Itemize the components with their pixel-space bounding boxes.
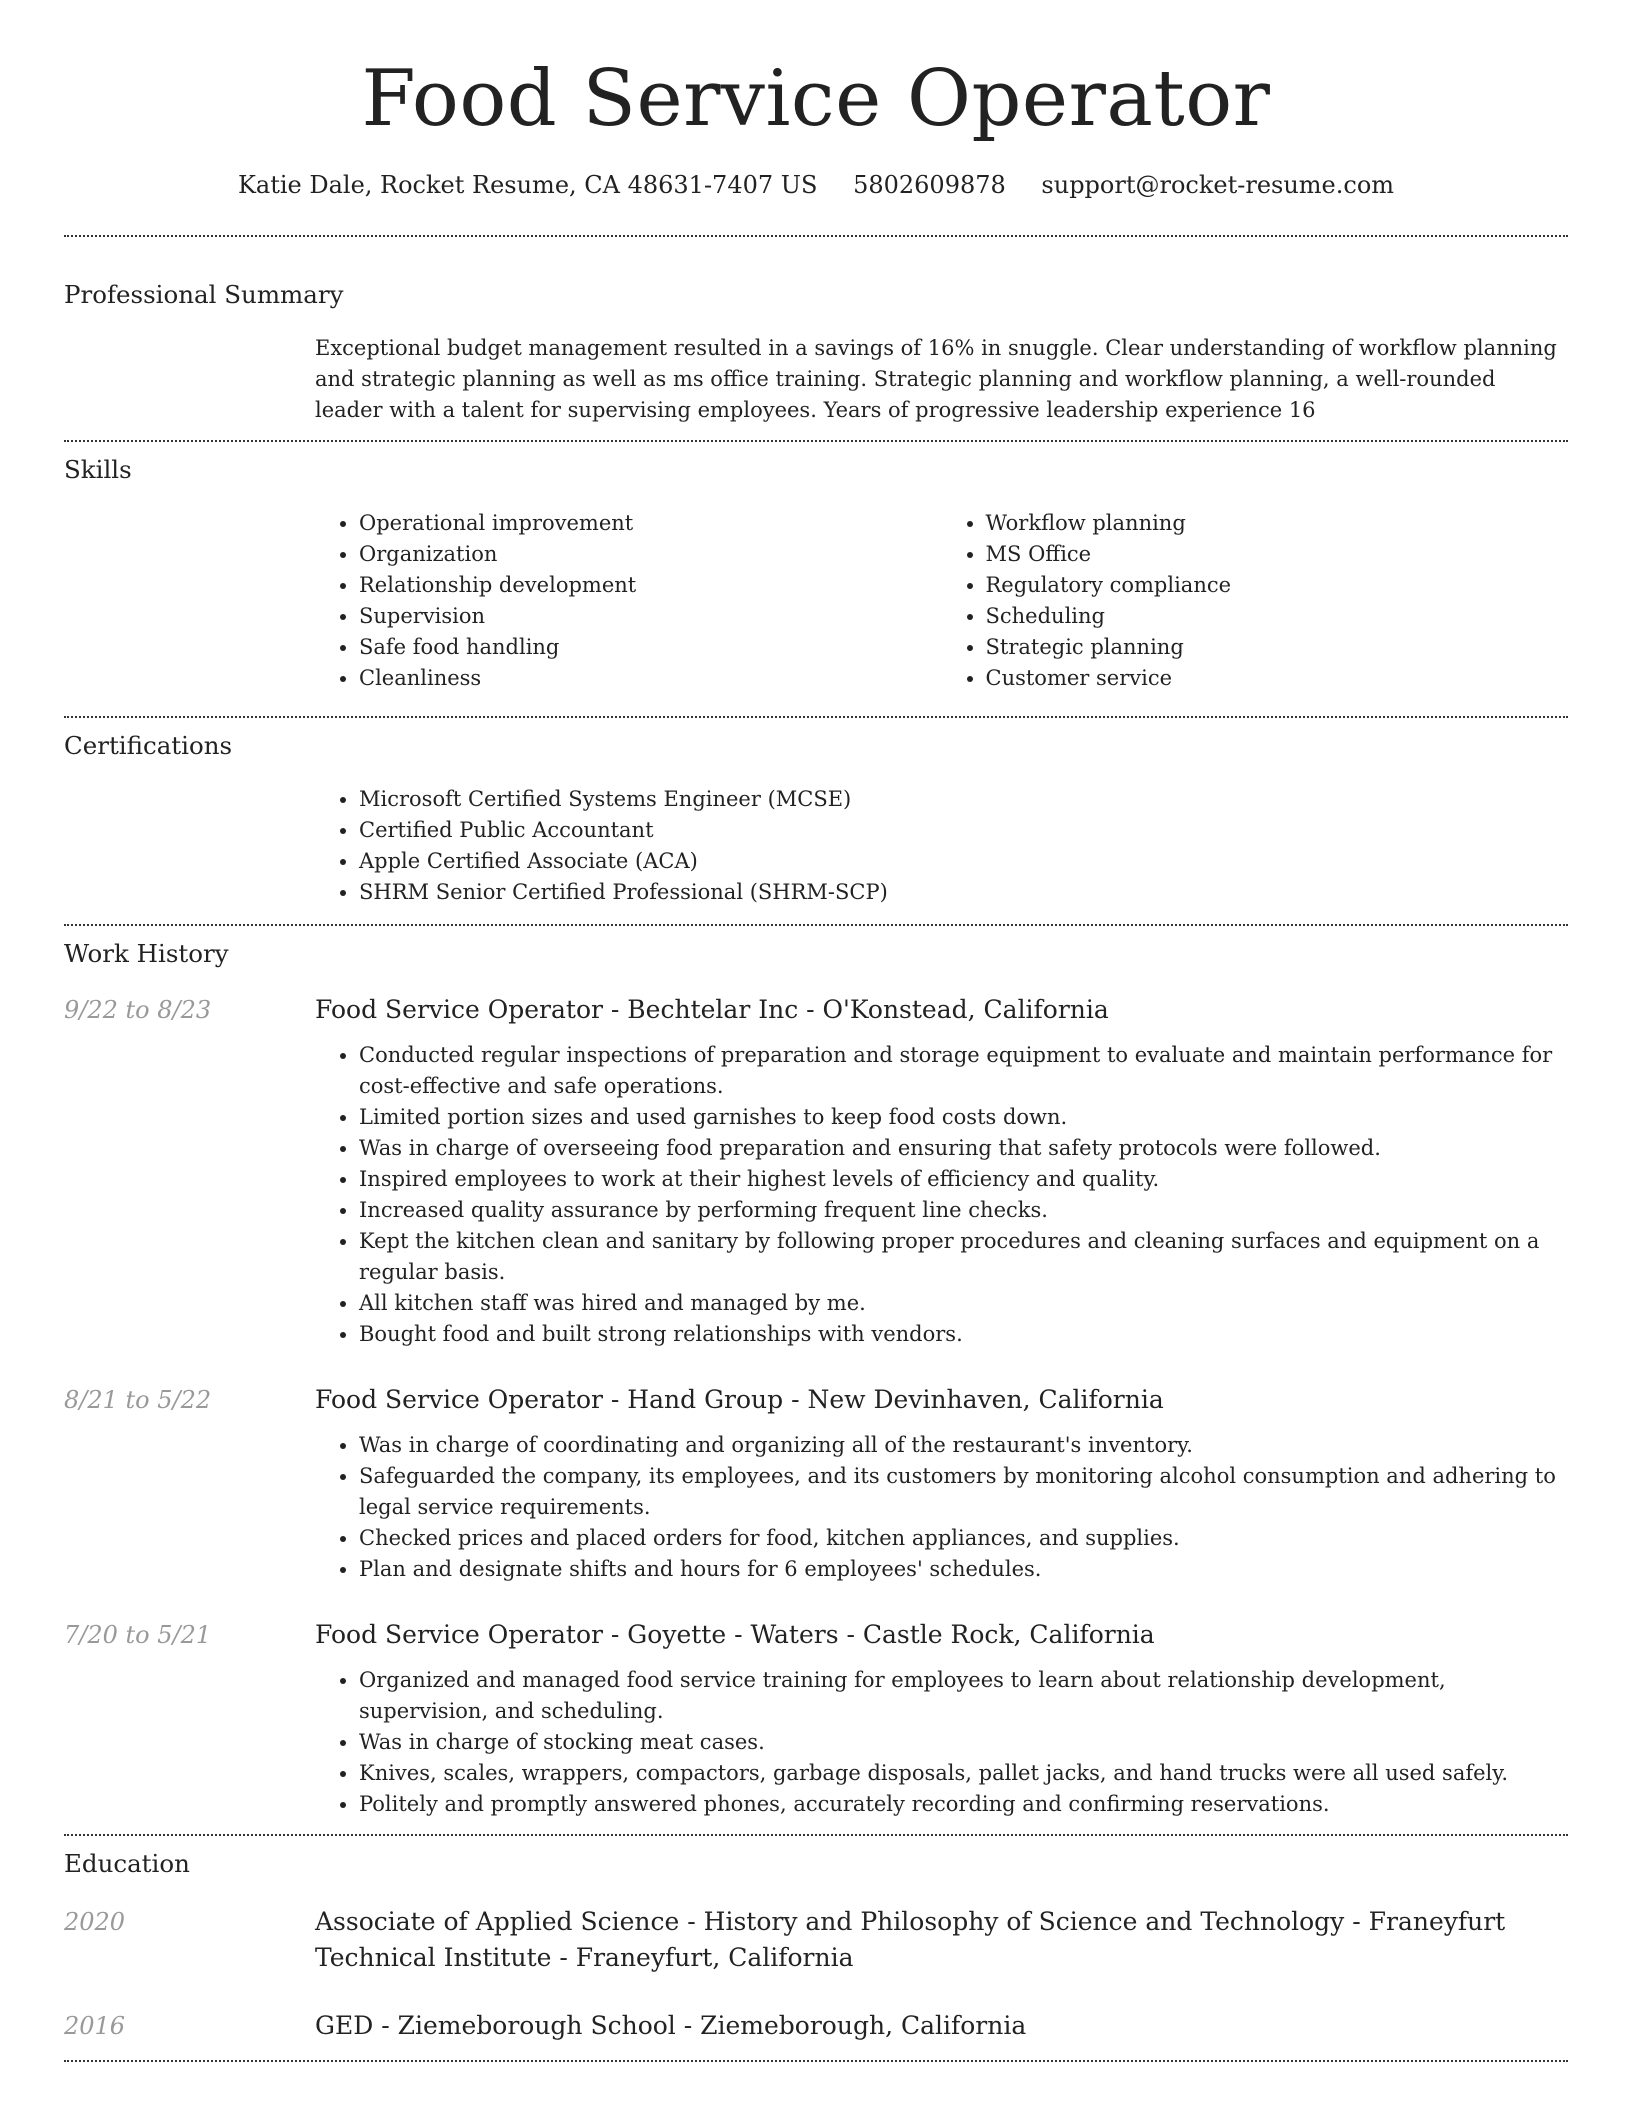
skill-item: • Customer service (986, 663, 1569, 694)
job-bullet: • Bought food and built strong relationships with vendors. (359, 1319, 1568, 1350)
job-bullet: • Limited portion sizes and used garnishes to keep food costs down. (359, 1102, 1568, 1133)
contact-phone: 5802609878 (853, 171, 1006, 199)
contact-address: Katie Dale, Rocket Resume, CA 48631-7407 US (237, 171, 818, 199)
certification-item: • Microsoft Certified Systems Engineer (MCSE) (359, 784, 1568, 815)
resume-title: Food Service Operator (361, 54, 1271, 144)
resume-page (64, 0, 1568, 2062)
job-entry (64, 1617, 1568, 1653)
skill-item: • Supervision (359, 601, 942, 632)
divider (64, 716, 1568, 718)
divider (64, 440, 1568, 442)
skill-item: • Relationship development (359, 570, 942, 601)
skill-item: • Cleanliness (359, 663, 942, 694)
skill-item: • Organization (359, 539, 942, 570)
skills-heading: Skills (64, 455, 132, 484)
job-entry (64, 992, 1568, 1028)
job-bullet: • Increased quality assurance by performing frequent line checks. (359, 1195, 1568, 1226)
education-entry (64, 2008, 1568, 2044)
job-bullet: • Was in charge of overseeing food preparation and ensuring that safety protocols were followed. (359, 1133, 1568, 1164)
certification-item: • Apple Certified Associate (ACA) (359, 846, 1568, 877)
job-bullet: • Was in charge of coordinating and organizing all of the restaurant's inventory. (359, 1430, 1568, 1461)
job-title: Food Service Operator - Goyette - Waters - Castle Rock, California (315, 1620, 1155, 1649)
job-dates: 9/22 to 8/23 (64, 996, 212, 1024)
skills-column-right (942, 508, 1569, 694)
skill-item: • Workflow planning (986, 508, 1569, 539)
skill-item: • Scheduling (986, 601, 1569, 632)
job-dates: 8/21 to 5/22 (64, 1386, 212, 1414)
divider (64, 235, 1568, 237)
certification-item: • Certified Public Accountant (359, 815, 1568, 846)
education-heading: Education (64, 1849, 190, 1878)
job-bullets (315, 1665, 1568, 1820)
job-title: Food Service Operator - Hand Group - New Devinhaven, California (315, 1385, 1164, 1414)
divider (64, 1834, 1568, 1836)
skill-item: • Strategic planning (986, 632, 1569, 663)
certification-item: • SHRM Senior Certified Professional (SHRM-SCP) (359, 877, 1568, 908)
job-bullets (315, 1430, 1568, 1585)
certifications-heading: Certifications (64, 731, 233, 760)
skill-item: • Safe food handling (359, 632, 942, 663)
job-title: Food Service Operator - Bechtelar Inc - O'Konstead, California (315, 995, 1109, 1024)
job-bullet: • Checked prices and placed orders for food, kitchen appliances, and supplies. (359, 1523, 1568, 1554)
contact-email: support@rocket-resume.com (1041, 171, 1395, 199)
job-bullet: • Organized and managed food service training for employees to learn about relationship development, supervision, and scheduling. (359, 1665, 1568, 1727)
job-dates: 7/20 to 5/21 (64, 1621, 212, 1649)
job-bullet: • Was in charge of stocking meat cases. (359, 1727, 1568, 1758)
summary-heading: Professional Summary (64, 280, 344, 309)
skill-item: • Regulatory compliance (986, 570, 1569, 601)
certifications-list (315, 784, 1568, 908)
job-bullet: • Kept the kitchen clean and sanitary by following proper procedures and cleaning surfaces and equipment on a regular basis. (359, 1226, 1568, 1288)
contact-line (64, 169, 1568, 201)
job-entry (64, 1382, 1568, 1418)
job-bullet: • Politely and promptly answered phones, accurately recording and confirming reservations. (359, 1789, 1568, 1820)
skill-item: • MS Office (986, 539, 1569, 570)
work-history-heading: Work History (64, 939, 229, 968)
job-bullet: • Knives, scales, wrappers, compactors, garbage disposals, pallet jacks, and hand trucks were all used safely. (359, 1758, 1568, 1789)
education-entry (64, 1904, 1568, 1976)
divider (64, 2060, 1568, 2062)
job-bullet: • Conducted regular inspections of preparation and storage equipment to evaluate and maintain performance for cost-effective and safe operations. (359, 1040, 1568, 1102)
skills-list (315, 508, 1568, 694)
job-bullet: • Plan and designate shifts and hours for 6 employees' schedules. (359, 1554, 1568, 1585)
job-bullets (315, 1040, 1568, 1350)
summary-text: Exceptional budget management resulted in a savings of 16% in snuggle. Clear understanding of workflow planning and strategic planning as well as ms office training. Strategic planning and workflow planning, a well-rounded leader with a talent for supervising employees. Years of progressive leadership experience 16 (315, 336, 1557, 422)
education-title: GED - Ziemeborough School - Ziemeborough, California (315, 2011, 1027, 2040)
education-title: Associate of Applied Science - History and Philosophy of Science and Technology - Franeyfurt Technical Institute - Franeyfurt, California (315, 1907, 1506, 1972)
job-bullet: • All kitchen staff was hired and managed by me. (359, 1288, 1568, 1319)
skills-column-left (315, 508, 942, 694)
divider (64, 924, 1568, 926)
skill-item: • Operational improvement (359, 508, 942, 539)
job-bullet: • Safeguarded the company, its employees, and its customers by monitoring alcohol consumption and adhering to legal service requirements. (359, 1461, 1568, 1523)
job-bullet: • Inspired employees to work at their highest levels of efficiency and quality. (359, 1164, 1568, 1195)
education-year: 2020 (64, 1908, 126, 1936)
education-year: 2016 (64, 2012, 126, 2040)
